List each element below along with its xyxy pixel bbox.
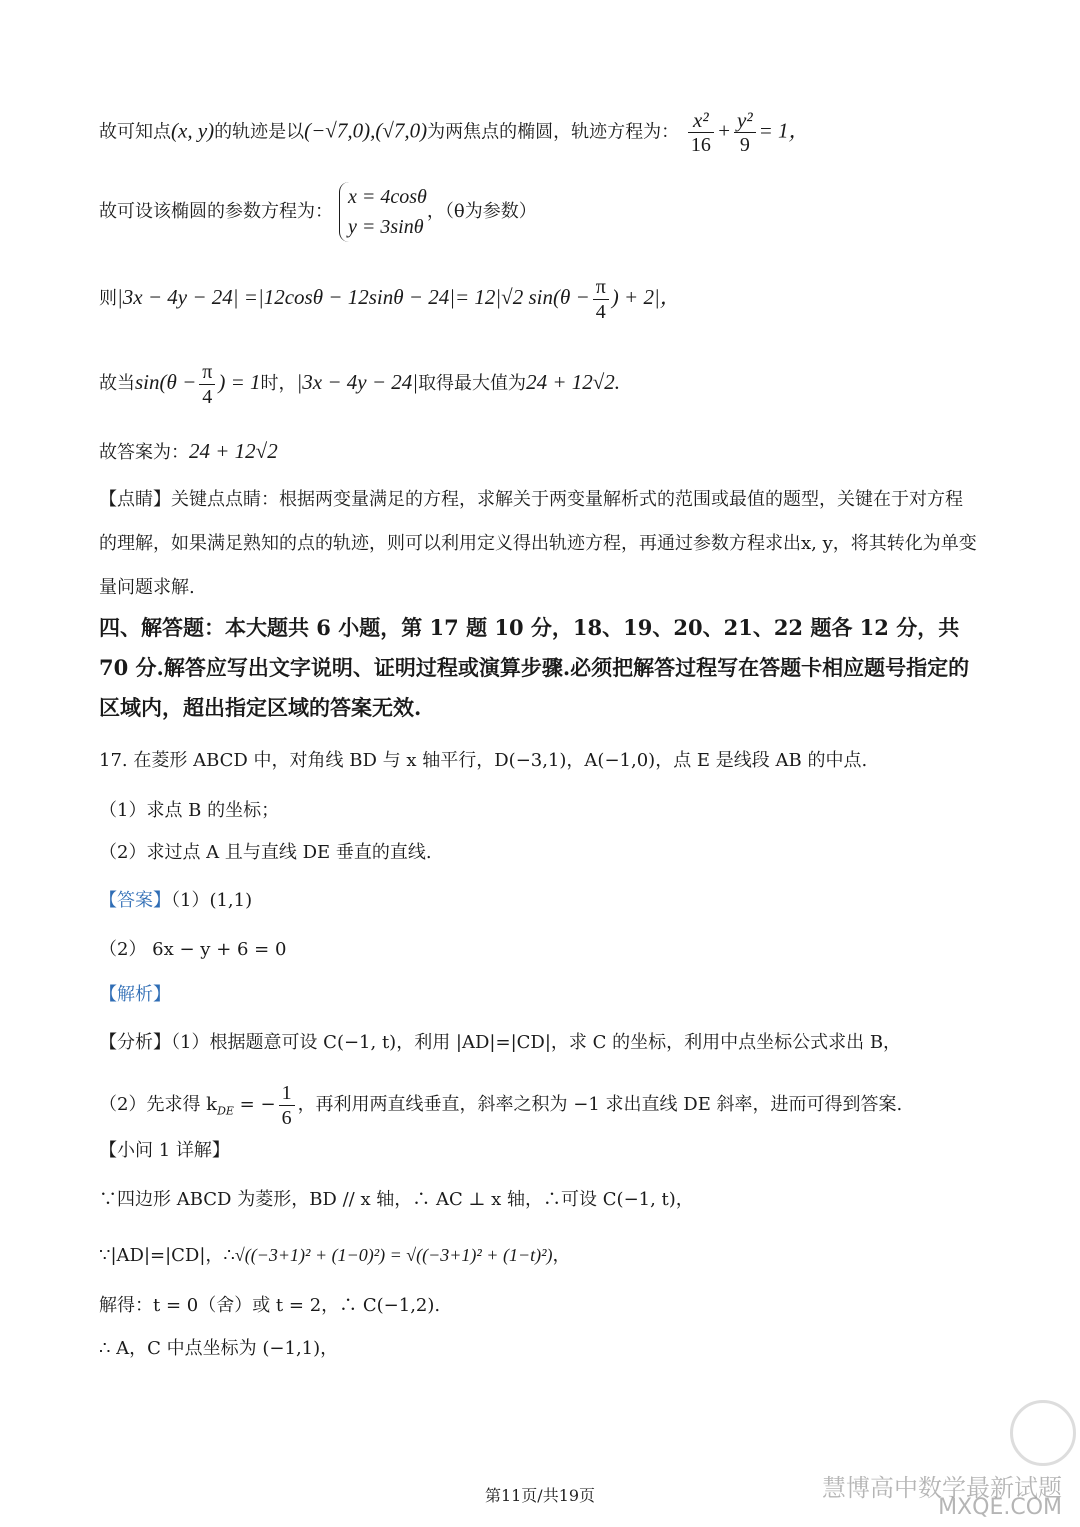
text: ，再利用两直线垂直，斜率之积为 −1 求出直线 DE 斜率，进而可得到答案. bbox=[297, 1094, 903, 1115]
solution-line-abs bbox=[99, 272, 1000, 324]
text: （2） 6x − y + 6 = 0 bbox=[99, 939, 287, 960]
text: ∴ A，C 中点坐标为 (−1,1)， bbox=[99, 1338, 339, 1359]
text: 【分析】（1）根据题意可设 C(−1, t)，利用 |AD|=|CD|，求 C 的坐标，利用中点坐标公式求出 B， bbox=[99, 1032, 902, 1053]
math: sin(θ − bbox=[135, 370, 197, 394]
text: 故当 bbox=[99, 373, 135, 394]
text: = − bbox=[233, 1094, 276, 1115]
text: （2）先求得 k bbox=[99, 1094, 218, 1115]
denominator: 4 bbox=[595, 300, 606, 323]
denominator: 6 bbox=[281, 1106, 292, 1129]
subscript: DE bbox=[217, 1104, 234, 1118]
question-17-part1 bbox=[99, 798, 1000, 824]
question-17 bbox=[99, 748, 1000, 774]
fraction bbox=[593, 275, 609, 324]
text: 【小问 1 详解】 bbox=[99, 1140, 230, 1161]
solution-line-param bbox=[99, 182, 1000, 242]
math: √((−3+1)² + (1−0)²) = √((−3+1)² + (1−t)²) bbox=[234, 1245, 553, 1265]
math: 24 + 12√2 bbox=[189, 439, 278, 463]
solution-line-ellipse bbox=[99, 108, 1000, 157]
math: 24 + 12√2. bbox=[526, 370, 621, 394]
subquestion-heading bbox=[99, 1138, 1000, 1164]
text: ∵|AD|=|CD|，∴ bbox=[99, 1245, 235, 1266]
fraction bbox=[199, 360, 215, 409]
text: 故可设该椭圆的参数方程为： bbox=[99, 201, 333, 222]
page-footer: 第11页/共19页 bbox=[484, 1486, 596, 1505]
watermark-logo bbox=[1010, 1400, 1076, 1466]
equation: x = 4cosθ bbox=[348, 186, 427, 208]
numerator: 1 bbox=[279, 1081, 295, 1106]
numerator: x² bbox=[688, 108, 714, 133]
step-1 bbox=[99, 1187, 1000, 1213]
numerator: π bbox=[593, 275, 609, 300]
text: 【点睛】关键点点睛：根据两变量满足的方程，求解关于两变量解析式的范围或最值的题型，关键在于对方程的理解，如果满足熟知的点的轨迹，则可以利用定义得出轨迹方程，再通过参数方程求出x, y，将其转化为单变量问题求解. bbox=[99, 489, 977, 598]
math: (−√7,0),(√7,0) bbox=[304, 118, 428, 143]
math: + bbox=[716, 118, 731, 143]
math: = 1， bbox=[758, 118, 810, 143]
math: (x, y) bbox=[171, 118, 215, 143]
numerator: π bbox=[199, 360, 215, 385]
text: 故可知点 bbox=[99, 121, 171, 143]
question-17-part2 bbox=[99, 840, 1000, 866]
solution-line-answer bbox=[99, 438, 1000, 466]
text: 故答案为： bbox=[99, 442, 189, 463]
dianjing-paragraph bbox=[99, 478, 980, 610]
fraction bbox=[688, 108, 714, 157]
answer-line-2 bbox=[99, 937, 1000, 963]
equation: y = 3sinθ bbox=[348, 216, 424, 238]
jiexi-label bbox=[99, 982, 1000, 1008]
text: 取得最大值为 bbox=[418, 373, 527, 394]
text: 则 bbox=[99, 288, 117, 309]
denominator: 16 bbox=[690, 134, 711, 156]
answer-label: 【答案】 bbox=[99, 890, 171, 911]
text: 【解析】 bbox=[99, 984, 171, 1005]
math: |3x − 4y − 24| =|12cosθ − 12sinθ − 24|= 12|√2 sin(θ − bbox=[117, 285, 590, 309]
denominator: 9 bbox=[739, 134, 750, 156]
text: （1）(1,1) bbox=[171, 890, 253, 911]
analysis-line-2 bbox=[99, 1080, 1000, 1137]
math: ) = 1 bbox=[218, 370, 261, 394]
watermark-text: 慧博高中数学最新试题 bbox=[822, 1474, 1062, 1502]
step-4 bbox=[99, 1336, 1000, 1362]
fraction bbox=[734, 108, 756, 157]
math: ) + 2|， bbox=[611, 285, 681, 309]
text: 时， bbox=[260, 373, 297, 394]
numerator: y² bbox=[734, 108, 756, 133]
text: ∵四边形 ABCD 为菱形，BD // x 轴，∴ AC ⊥ x 轴，∴可设 C(−1, t)， bbox=[99, 1189, 694, 1210]
text: ， bbox=[552, 1245, 571, 1266]
text: 17. 在菱形 ABCD 中，对角线 BD 与 x 轴平行，D(−3,1)，A(−1,0)，点 E 是线段 AB 的中点. bbox=[99, 750, 868, 771]
text: （1）求点 B 的坐标； bbox=[99, 800, 280, 821]
text: 解得：t = 0（舍）或 t = 2，∴ C(−1,2). bbox=[99, 1295, 441, 1316]
text: ，（θ为参数） bbox=[426, 201, 537, 222]
fraction bbox=[279, 1081, 295, 1130]
watermark-text: MXQE.COM bbox=[938, 1495, 1062, 1520]
text: 的轨迹是以 bbox=[214, 121, 305, 143]
step-2 bbox=[99, 1242, 1000, 1269]
math: |3x − 4y − 24| bbox=[296, 370, 419, 394]
solution-line-max bbox=[99, 357, 1000, 409]
denominator: 4 bbox=[202, 385, 213, 408]
answer-line-1 bbox=[99, 888, 1000, 914]
text: 为两焦点的椭圆，轨迹方程为： bbox=[427, 121, 680, 143]
text: （2）求过点 A 且与直线 DE 垂直的直线. bbox=[99, 842, 432, 863]
text: 四、解答题：本大题共 6 小题，第 17 题 10 分，18、19、20、21、22 题各 12 分，共 70 分.解答应写出文字说明、证明过程或演算步骤.必须把解答过程写在答题卡相应题号指定的区域内，超出指定区域的答案无效. bbox=[99, 615, 970, 720]
analysis-line-1 bbox=[99, 1030, 1000, 1056]
equation-system bbox=[339, 182, 427, 242]
section-heading bbox=[99, 608, 980, 728]
step-3 bbox=[99, 1293, 1000, 1319]
